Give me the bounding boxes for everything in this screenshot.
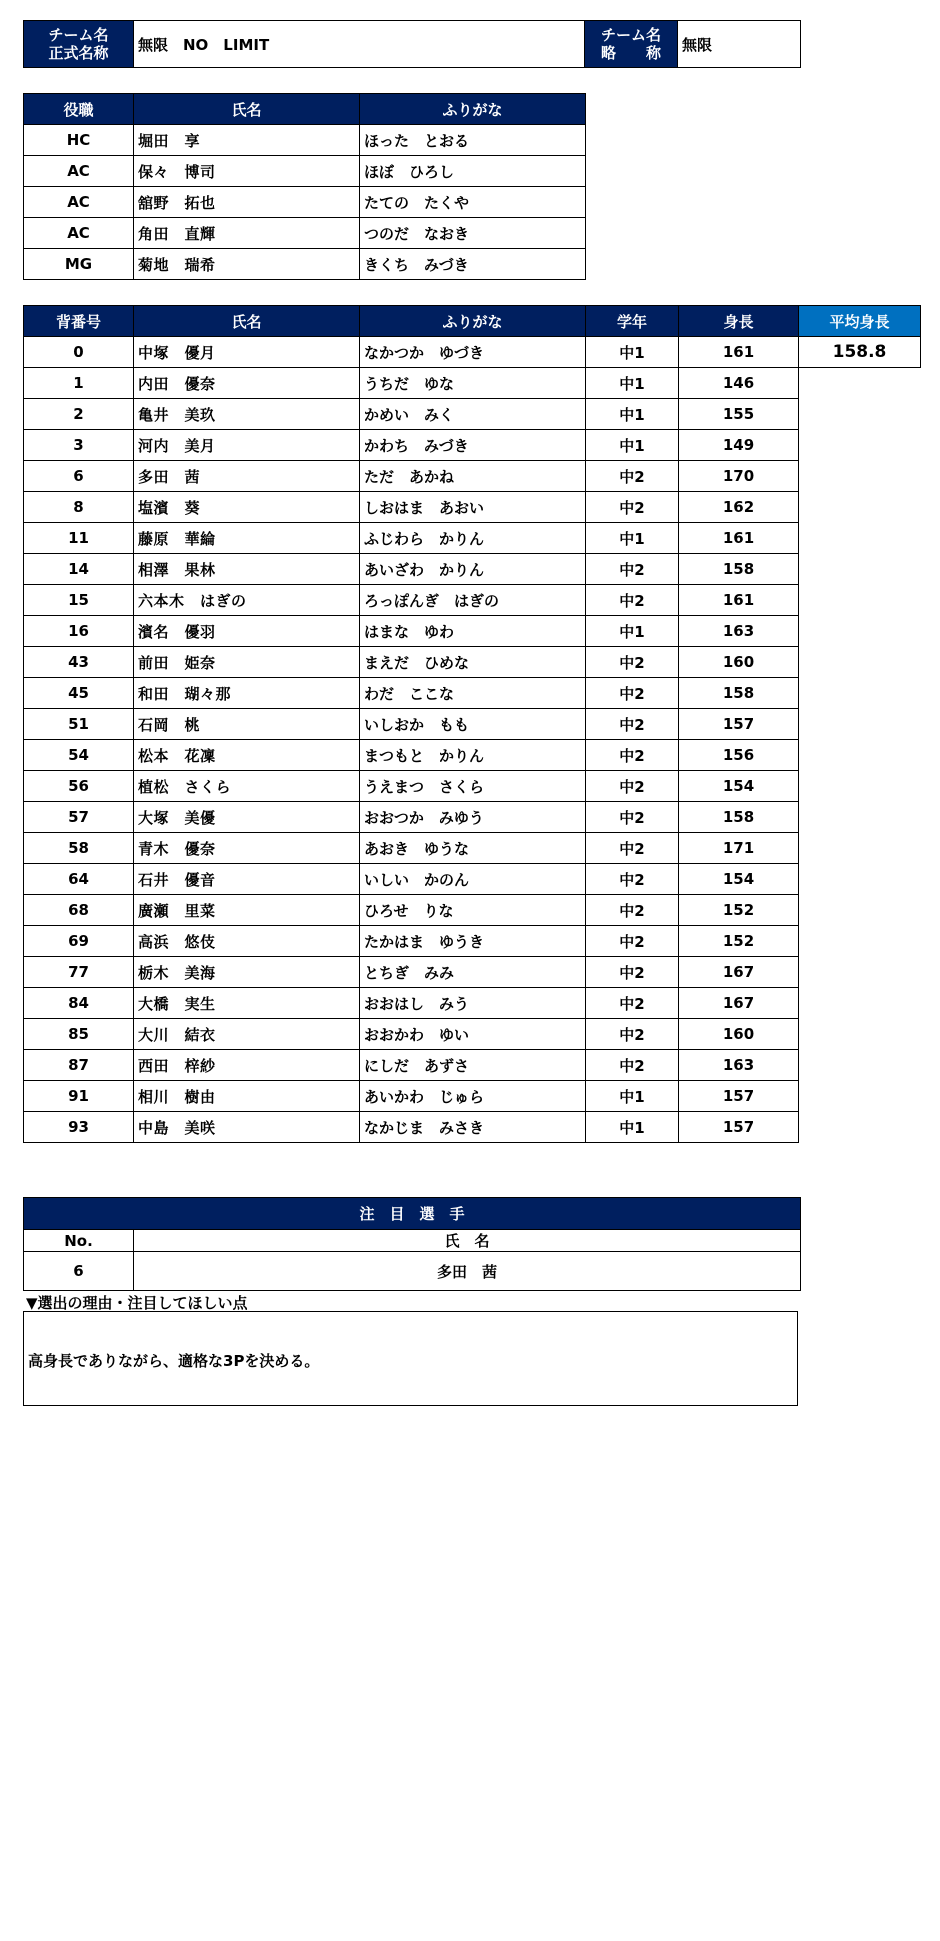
player-kana: まえだ ひめな bbox=[360, 647, 586, 678]
player-row bbox=[24, 926, 921, 957]
player-kana: わだ ここな bbox=[360, 678, 586, 709]
empty-cell bbox=[799, 926, 921, 957]
player-row bbox=[24, 678, 921, 709]
staff-name: 菊地 瑞希 bbox=[134, 249, 360, 280]
player-grade: 中2 bbox=[586, 554, 679, 585]
player-row bbox=[24, 616, 921, 647]
player-kana: かわち みづき bbox=[360, 430, 586, 461]
player-no: 16 bbox=[24, 616, 134, 647]
player-row bbox=[24, 554, 921, 585]
empty-cell bbox=[799, 1050, 921, 1081]
staff-role: MG bbox=[24, 249, 134, 280]
player-grade: 中2 bbox=[586, 1019, 679, 1050]
empty-cell bbox=[799, 1081, 921, 1112]
player-name: 大川 結衣 bbox=[134, 1019, 360, 1050]
staff-row bbox=[24, 187, 586, 218]
reason-label: ▼選出の理由・注目してほしい点 bbox=[26, 1294, 248, 1312]
player-height: 161 bbox=[679, 585, 799, 616]
player-height: 163 bbox=[679, 616, 799, 647]
player-height: 157 bbox=[679, 1112, 799, 1143]
empty-cell bbox=[799, 678, 921, 709]
staff-kana: ほった とおる bbox=[360, 125, 586, 156]
player-height: 162 bbox=[679, 492, 799, 523]
player-no: 91 bbox=[24, 1081, 134, 1112]
empty-cell bbox=[799, 895, 921, 926]
featured-no: 6 bbox=[24, 1252, 134, 1291]
player-no: 2 bbox=[24, 399, 134, 430]
empty-cell bbox=[799, 709, 921, 740]
player-name: 河内 美月 bbox=[134, 430, 360, 461]
player-height: 163 bbox=[679, 1050, 799, 1081]
player-grade: 中2 bbox=[586, 1050, 679, 1081]
staff-header-name: 氏名 bbox=[134, 94, 360, 125]
player-row bbox=[24, 585, 921, 616]
player-kana: おおかわ ゆい bbox=[360, 1019, 586, 1050]
player-row bbox=[24, 771, 921, 802]
player-name: 高浜 悠伎 bbox=[134, 926, 360, 957]
player-kana: なかじま みさき bbox=[360, 1112, 586, 1143]
player-grade: 中2 bbox=[586, 678, 679, 709]
player-name: 内田 優奈 bbox=[134, 368, 360, 399]
staff-name: 角田 直輝 bbox=[134, 218, 360, 249]
staff-kana: つのだ なおき bbox=[360, 218, 586, 249]
player-no: 85 bbox=[24, 1019, 134, 1050]
player-row bbox=[24, 957, 921, 988]
empty-cell bbox=[799, 430, 921, 461]
player-name: 相澤 果林 bbox=[134, 554, 360, 585]
player-row bbox=[24, 523, 921, 554]
empty-cell bbox=[799, 523, 921, 554]
player-name: 栃木 美海 bbox=[134, 957, 360, 988]
staff-role: HC bbox=[24, 125, 134, 156]
player-grade: 中1 bbox=[586, 430, 679, 461]
player-kana: おおつか みゆう bbox=[360, 802, 586, 833]
player-kana: いしおか もも bbox=[360, 709, 586, 740]
player-grade: 中1 bbox=[586, 1081, 679, 1112]
player-row bbox=[24, 430, 921, 461]
players-header-row bbox=[24, 306, 921, 337]
player-name: 中島 美咲 bbox=[134, 1112, 360, 1143]
player-no: 3 bbox=[24, 430, 134, 461]
player-height: 160 bbox=[679, 647, 799, 678]
team-name-table bbox=[23, 20, 801, 68]
player-name: 植松 さくら bbox=[134, 771, 360, 802]
empty-cell bbox=[799, 647, 921, 678]
player-grade: 中2 bbox=[586, 957, 679, 988]
empty-cell bbox=[799, 771, 921, 802]
player-row bbox=[24, 802, 921, 833]
player-no: 68 bbox=[24, 895, 134, 926]
players-header-height: 身長 bbox=[679, 306, 799, 337]
player-row bbox=[24, 833, 921, 864]
player-kana: うえまつ さくら bbox=[360, 771, 586, 802]
player-name: 和田 瑚々那 bbox=[134, 678, 360, 709]
staff-role: AC bbox=[24, 187, 134, 218]
player-name: 相川 樹由 bbox=[134, 1081, 360, 1112]
player-height: 158 bbox=[679, 554, 799, 585]
player-grade: 中2 bbox=[586, 585, 679, 616]
player-grade: 中1 bbox=[586, 1112, 679, 1143]
featured-name: 多田 茜 bbox=[134, 1252, 801, 1291]
player-kana: かめい みく bbox=[360, 399, 586, 430]
empty-cell bbox=[799, 461, 921, 492]
player-name: 西田 梓紗 bbox=[134, 1050, 360, 1081]
player-row bbox=[24, 1112, 921, 1143]
staff-name: 堀田 享 bbox=[134, 125, 360, 156]
empty-cell bbox=[799, 740, 921, 771]
player-height: 152 bbox=[679, 926, 799, 957]
player-height: 161 bbox=[679, 523, 799, 554]
staff-kana: たての たくや bbox=[360, 187, 586, 218]
staff-role: AC bbox=[24, 218, 134, 249]
player-grade: 中2 bbox=[586, 647, 679, 678]
staff-row bbox=[24, 156, 586, 187]
average-height-value: 158.8 bbox=[799, 337, 921, 368]
player-row bbox=[24, 988, 921, 1019]
empty-cell bbox=[799, 616, 921, 647]
player-row bbox=[24, 1019, 921, 1050]
featured-name-label: 氏 名 bbox=[134, 1230, 801, 1252]
player-no: 77 bbox=[24, 957, 134, 988]
player-row bbox=[24, 399, 921, 430]
player-height: 157 bbox=[679, 1081, 799, 1112]
player-no: 6 bbox=[24, 461, 134, 492]
player-kana: ふじわら かりん bbox=[360, 523, 586, 554]
featured-no-label: No. bbox=[24, 1230, 134, 1252]
staff-role: AC bbox=[24, 156, 134, 187]
player-name: 亀井 美玖 bbox=[134, 399, 360, 430]
player-kana: とちぎ みみ bbox=[360, 957, 586, 988]
player-row bbox=[24, 740, 921, 771]
empty-cell bbox=[799, 1112, 921, 1143]
player-kana: はまな ゆわ bbox=[360, 616, 586, 647]
player-name: 石井 優音 bbox=[134, 864, 360, 895]
player-height: 161 bbox=[679, 337, 799, 368]
player-row bbox=[24, 709, 921, 740]
player-height: 170 bbox=[679, 461, 799, 492]
player-name: 大塚 美優 bbox=[134, 802, 360, 833]
players-header-kana: ふりがな bbox=[360, 306, 586, 337]
player-kana: いしい かのん bbox=[360, 864, 586, 895]
player-grade: 中2 bbox=[586, 461, 679, 492]
player-name: 藤原 華綸 bbox=[134, 523, 360, 554]
empty-cell bbox=[799, 1019, 921, 1050]
official-name-label: チーム名 正式名称 bbox=[24, 21, 134, 68]
player-no: 43 bbox=[24, 647, 134, 678]
player-name: 多田 茜 bbox=[134, 461, 360, 492]
player-grade: 中2 bbox=[586, 926, 679, 957]
player-grade: 中2 bbox=[586, 864, 679, 895]
player-name: 前田 姫奈 bbox=[134, 647, 360, 678]
player-no: 1 bbox=[24, 368, 134, 399]
player-height: 157 bbox=[679, 709, 799, 740]
player-kana: おおはし みう bbox=[360, 988, 586, 1019]
player-grade: 中2 bbox=[586, 771, 679, 802]
player-grade: 中1 bbox=[586, 337, 679, 368]
player-height: 158 bbox=[679, 802, 799, 833]
staff-name: 舘野 拓也 bbox=[134, 187, 360, 218]
player-kana: しおはま あおい bbox=[360, 492, 586, 523]
player-kana: まつもと かりん bbox=[360, 740, 586, 771]
player-name: 濱名 優羽 bbox=[134, 616, 360, 647]
empty-cell bbox=[799, 399, 921, 430]
player-no: 58 bbox=[24, 833, 134, 864]
player-height: 171 bbox=[679, 833, 799, 864]
average-height-label: 平均身長 bbox=[799, 306, 921, 337]
player-grade: 中2 bbox=[586, 802, 679, 833]
player-kana: なかつか ゆづき bbox=[360, 337, 586, 368]
players-header-no: 背番号 bbox=[24, 306, 134, 337]
player-no: 15 bbox=[24, 585, 134, 616]
player-kana: にしだ あずさ bbox=[360, 1050, 586, 1081]
players-header-name: 氏名 bbox=[134, 306, 360, 337]
player-kana: たかはま ゆうき bbox=[360, 926, 586, 957]
staff-header-row bbox=[24, 94, 586, 125]
player-no: 64 bbox=[24, 864, 134, 895]
player-no: 0 bbox=[24, 337, 134, 368]
player-name: 大橋 実生 bbox=[134, 988, 360, 1019]
player-no: 51 bbox=[24, 709, 134, 740]
player-no: 14 bbox=[24, 554, 134, 585]
empty-cell bbox=[799, 957, 921, 988]
player-height: 154 bbox=[679, 864, 799, 895]
featured-player-table bbox=[23, 1197, 801, 1291]
staff-row bbox=[24, 218, 586, 249]
staff-header-kana: ふりがな bbox=[360, 94, 586, 125]
player-name: 青木 優奈 bbox=[134, 833, 360, 864]
player-kana: あいざわ かりん bbox=[360, 554, 586, 585]
player-kana: あおき ゆうな bbox=[360, 833, 586, 864]
player-height: 152 bbox=[679, 895, 799, 926]
staff-header-role: 役職 bbox=[24, 94, 134, 125]
empty-cell bbox=[799, 864, 921, 895]
player-row bbox=[24, 864, 921, 895]
player-kana: ただ あかね bbox=[360, 461, 586, 492]
staff-name: 保々 博司 bbox=[134, 156, 360, 187]
empty-cell bbox=[799, 492, 921, 523]
player-grade: 中1 bbox=[586, 368, 679, 399]
player-grade: 中1 bbox=[586, 616, 679, 647]
empty-cell bbox=[799, 988, 921, 1019]
player-name: 松本 花凜 bbox=[134, 740, 360, 771]
player-height: 160 bbox=[679, 1019, 799, 1050]
player-no: 8 bbox=[24, 492, 134, 523]
player-kana: ひろせ りな bbox=[360, 895, 586, 926]
player-kana: あいかわ じゅら bbox=[360, 1081, 586, 1112]
player-grade: 中2 bbox=[586, 833, 679, 864]
short-name-label: チーム名 略 称 bbox=[585, 21, 678, 68]
player-kana: ろっぽんぎ はぎの bbox=[360, 585, 586, 616]
player-no: 56 bbox=[24, 771, 134, 802]
staff-row bbox=[24, 125, 586, 156]
player-height: 146 bbox=[679, 368, 799, 399]
player-no: 11 bbox=[24, 523, 134, 554]
player-grade: 中2 bbox=[586, 709, 679, 740]
player-grade: 中1 bbox=[586, 523, 679, 554]
player-height: 149 bbox=[679, 430, 799, 461]
player-name: 中塚 優月 bbox=[134, 337, 360, 368]
reason-text: 高身長でありながら、適格な3Pを決める。 bbox=[28, 1352, 320, 1370]
player-height: 155 bbox=[679, 399, 799, 430]
player-no: 93 bbox=[24, 1112, 134, 1143]
player-row bbox=[24, 461, 921, 492]
player-no: 45 bbox=[24, 678, 134, 709]
player-row bbox=[24, 368, 921, 399]
player-height: 167 bbox=[679, 988, 799, 1019]
staff-kana: きくち みづき bbox=[360, 249, 586, 280]
empty-cell bbox=[799, 833, 921, 864]
player-no: 54 bbox=[24, 740, 134, 771]
empty-cell bbox=[799, 802, 921, 833]
player-kana: うちだ ゆな bbox=[360, 368, 586, 399]
player-no: 87 bbox=[24, 1050, 134, 1081]
staff-row bbox=[24, 249, 586, 280]
empty-cell bbox=[799, 554, 921, 585]
player-name: 石岡 桃 bbox=[134, 709, 360, 740]
featured-title: 注 目 選 手 bbox=[24, 1198, 801, 1230]
player-name: 六本木 はぎの bbox=[134, 585, 360, 616]
player-row bbox=[24, 1081, 921, 1112]
short-name-value: 無限 bbox=[678, 21, 801, 68]
player-no: 84 bbox=[24, 988, 134, 1019]
players-header-grade: 学年 bbox=[586, 306, 679, 337]
empty-cell bbox=[799, 368, 921, 399]
player-grade: 中2 bbox=[586, 988, 679, 1019]
player-row bbox=[24, 337, 921, 368]
player-height: 154 bbox=[679, 771, 799, 802]
player-row bbox=[24, 492, 921, 523]
staff-table bbox=[23, 93, 586, 280]
player-name: 廣瀬 里菜 bbox=[134, 895, 360, 926]
player-height: 156 bbox=[679, 740, 799, 771]
player-grade: 中1 bbox=[586, 399, 679, 430]
player-grade: 中2 bbox=[586, 740, 679, 771]
player-row bbox=[24, 1050, 921, 1081]
player-row bbox=[24, 647, 921, 678]
player-grade: 中2 bbox=[586, 492, 679, 523]
player-height: 167 bbox=[679, 957, 799, 988]
players-table bbox=[23, 305, 921, 1143]
player-name: 塩濱 葵 bbox=[134, 492, 360, 523]
player-height: 158 bbox=[679, 678, 799, 709]
player-no: 57 bbox=[24, 802, 134, 833]
player-no: 69 bbox=[24, 926, 134, 957]
official-name-value: 無限 NO LIMIT bbox=[134, 21, 585, 68]
empty-cell bbox=[799, 585, 921, 616]
player-grade: 中2 bbox=[586, 895, 679, 926]
player-row bbox=[24, 895, 921, 926]
reason-box bbox=[23, 1311, 798, 1406]
staff-kana: ほぼ ひろし bbox=[360, 156, 586, 187]
